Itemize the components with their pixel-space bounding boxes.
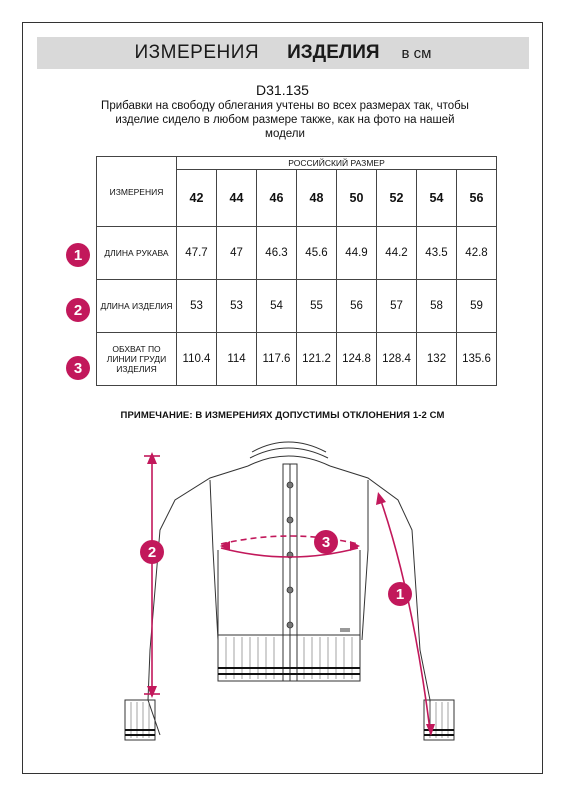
table-cell: 110.4 <box>177 333 217 386</box>
size-header: 52 <box>377 170 417 227</box>
table-cell: 121.2 <box>297 333 337 386</box>
row-label: ДЛИНА РУКАВА <box>97 227 177 280</box>
size-header: 48 <box>297 170 337 227</box>
size-header: 44 <box>217 170 257 227</box>
page-header <box>37 37 529 69</box>
table-cell: 53 <box>217 280 257 333</box>
table-cell: 59 <box>457 280 497 333</box>
table-cell: 47 <box>217 227 257 280</box>
header-word-item: ИЗДЕЛИЯ <box>287 42 380 63</box>
header-word-measurements: ИЗМЕРЕНИЯ <box>134 42 260 63</box>
table-row-chest-girth <box>97 333 497 386</box>
marker-chest-girth: 3 <box>66 356 90 380</box>
size-group-header: РОССИЙСКИЙ РАЗМЕР <box>177 157 497 170</box>
size-header: 56 <box>457 170 497 227</box>
table-cell: 128.4 <box>377 333 417 386</box>
size-table <box>96 156 497 386</box>
table-cell: 124.8 <box>337 333 377 386</box>
logo-tab <box>340 628 350 632</box>
row-label: ОБХВАТ ПО ЛИНИИ ГРУДИ ИЗДЕЛИЯ <box>97 333 177 386</box>
drawing-marker-chest: 3 <box>314 530 338 554</box>
table-cell: 114 <box>217 333 257 386</box>
subtitle-text: Прибавки на свободу облегания учтены во всех размерах так, чтобы изделие сидело в любом размере также, как на фото на нашей модели <box>101 100 469 140</box>
table-cell: 53 <box>177 280 217 333</box>
table-cell: 55 <box>297 280 337 333</box>
table-cell: 58 <box>417 280 457 333</box>
table-row-item-length <box>97 280 497 333</box>
table-cell: 44.9 <box>337 227 377 280</box>
table-cell: 57 <box>377 280 417 333</box>
table-cell: 45.6 <box>297 227 337 280</box>
tolerance-note: ПРИМЕЧАНИЕ: В ИЗМЕРЕНИЯХ ДОПУСТИМЫ ОТКЛОНЕНИЯ 1-2 СМ <box>120 410 445 421</box>
table-cell: 47.7 <box>177 227 217 280</box>
table-cell: 135.6 <box>457 333 497 386</box>
measure-header: ИЗМЕРЕНИЯ <box>97 157 177 227</box>
size-header: 42 <box>177 170 217 227</box>
table-cell: 46.3 <box>257 227 297 280</box>
row-label: ДЛИНА ИЗДЕЛИЯ <box>97 280 177 333</box>
table-cell: 132 <box>417 333 457 386</box>
table-cell: 44.2 <box>377 227 417 280</box>
size-header: 50 <box>337 170 377 227</box>
cardigan-sketch <box>0 440 565 775</box>
drawing-marker-length: 2 <box>140 540 164 564</box>
header-unit: в см <box>401 44 432 62</box>
table-cell: 54 <box>257 280 297 333</box>
article-code: D31.135 <box>256 82 309 98</box>
table-cell: 42.8 <box>457 227 497 280</box>
table-cell: 43.5 <box>417 227 457 280</box>
marker-item-length: 2 <box>66 298 90 322</box>
table-row-sleeve-length <box>97 227 497 280</box>
table-cell: 117.6 <box>257 333 297 386</box>
marker-sleeve-length: 1 <box>66 243 90 267</box>
size-header: 46 <box>257 170 297 227</box>
size-header: 54 <box>417 170 457 227</box>
drawing-marker-sleeve: 1 <box>388 582 412 606</box>
table-cell: 56 <box>337 280 377 333</box>
